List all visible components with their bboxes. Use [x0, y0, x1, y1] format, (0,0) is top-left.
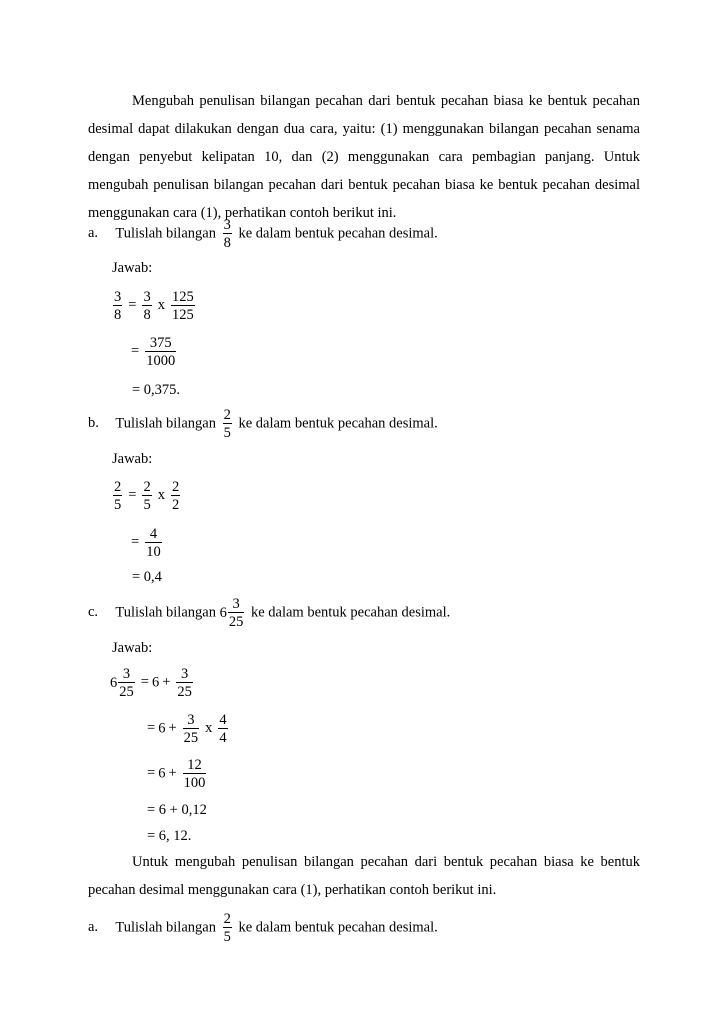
- example-b-task: [88, 407, 438, 441]
- task-prefix: Tulislah bilangan: [115, 604, 216, 621]
- fraction: $\frac{2}{5}$: [143, 479, 151, 513]
- equals-sign: =: [128, 297, 137, 314]
- fraction: $\frac{3}{8}$: [223, 217, 231, 251]
- example-c-marker: c.: [88, 604, 99, 621]
- task-prefix: Tulislah bilangan: [115, 415, 216, 432]
- fraction: $\frac{3}{8}$: [143, 289, 151, 323]
- intro-paragraph: [88, 87, 640, 227]
- mixed-number: 6 $\frac{3}{25}$: [219, 596, 244, 630]
- intro-paragraph-text: Mengubah penulisan bilangan pecahan dari bentuk pecahan biasa ke bentuk pecahan desimal dapat dilakukan dengan dua cara, yaitu: (1) menggunakan bilangan pecahan senama dengan penyebut kelipatan 10, dan (2) menggunakan cara pembagian panjang. Untuk mengubah penulisan bilangan pecahan dari bentuk pecahan biasa ke bentuk pecahan desimal menggunakan cara (1), perhatikan contoh berikut ini.: [88, 93, 640, 221]
- mixed-number: 6 $\frac{3}{25}$: [110, 666, 134, 700]
- answer-label: Jawab:: [112, 260, 153, 276]
- plus-sign: +: [168, 765, 177, 782]
- task-prefix: Tulislah bilangan: [115, 919, 216, 936]
- example-c-task: [88, 596, 450, 630]
- task-suffix: ke dalam bentuk pecahan desimal.: [250, 604, 451, 621]
- fraction: $\frac{3}{25}$: [177, 666, 192, 700]
- task-suffix: ke dalam bentuk pecahan desimal.: [238, 225, 438, 242]
- equals-sign: =: [131, 343, 140, 360]
- example-c-step1: [110, 666, 196, 700]
- times-sign: x: [157, 487, 165, 504]
- example-c-step4: = 6 + 0,12: [147, 802, 207, 818]
- fraction: $\frac{12}{100}$: [183, 757, 206, 791]
- example-a-marker: a.: [88, 225, 99, 242]
- answer-label: Jawab:: [112, 451, 153, 467]
- second-paragraph: [88, 848, 640, 904]
- whole-part: 6: [158, 765, 166, 782]
- example-c-step2: [144, 712, 231, 746]
- example-b-marker: b.: [88, 415, 99, 432]
- fraction: $\frac{375}{1000}$: [146, 335, 176, 369]
- fraction: $\frac{3}{8}$: [114, 289, 122, 323]
- second-paragraph-text: Untuk mengubah penulisan bilangan pecahan dari bentuk pecahan biasa ke bentuk pecahan desimal menggunakan cara (1), perhatikan contoh berikut ini.: [88, 854, 640, 898]
- example-a-task: [88, 217, 438, 251]
- example-a-step2: [128, 335, 179, 369]
- fraction: $\frac{2}{5}$: [223, 911, 231, 945]
- task-suffix: ke dalam bentuk pecahan desimal.: [238, 919, 438, 936]
- equals-sign: =: [147, 765, 156, 782]
- fraction: $\frac{4}{4}$: [219, 712, 227, 746]
- fraction: $\frac{2}{2}$: [171, 479, 180, 513]
- example-a-step1: [110, 289, 198, 323]
- task-suffix: ke dalam bentuk pecahan desimal.: [238, 415, 438, 432]
- example-b-result: = 0,4: [132, 569, 162, 585]
- equals-sign: =: [140, 674, 149, 691]
- example-b-step1: [110, 479, 183, 513]
- fraction: $\frac{2}{5}$: [223, 407, 231, 441]
- fraction: $\frac{2}{5}$: [114, 479, 122, 513]
- example-d-marker: a.: [88, 919, 99, 936]
- answer-label: Jawab:: [112, 640, 153, 656]
- whole-part: 6: [151, 674, 160, 691]
- equals-sign: =: [131, 534, 140, 551]
- fraction: $\frac{125}{125}$: [171, 289, 194, 323]
- fraction: $\frac{4}{10}$: [146, 526, 161, 560]
- fraction: $\frac{3}{25}$: [183, 712, 199, 746]
- task-prefix: Tulislah bilangan: [115, 225, 216, 242]
- plus-sign: +: [168, 720, 177, 737]
- example-b-step2: [128, 526, 165, 560]
- plus-sign: +: [162, 674, 171, 691]
- example-a-result: = 0,375.: [132, 382, 181, 398]
- times-sign: x: [205, 720, 213, 737]
- example-c-result: = 6, 12.: [147, 828, 192, 844]
- whole-part: 6: [158, 720, 166, 737]
- equals-sign: =: [147, 720, 156, 737]
- times-sign: x: [157, 297, 165, 314]
- example-c-step3: [144, 757, 209, 791]
- example-d-task: [88, 911, 438, 945]
- equals-sign: =: [128, 487, 137, 504]
